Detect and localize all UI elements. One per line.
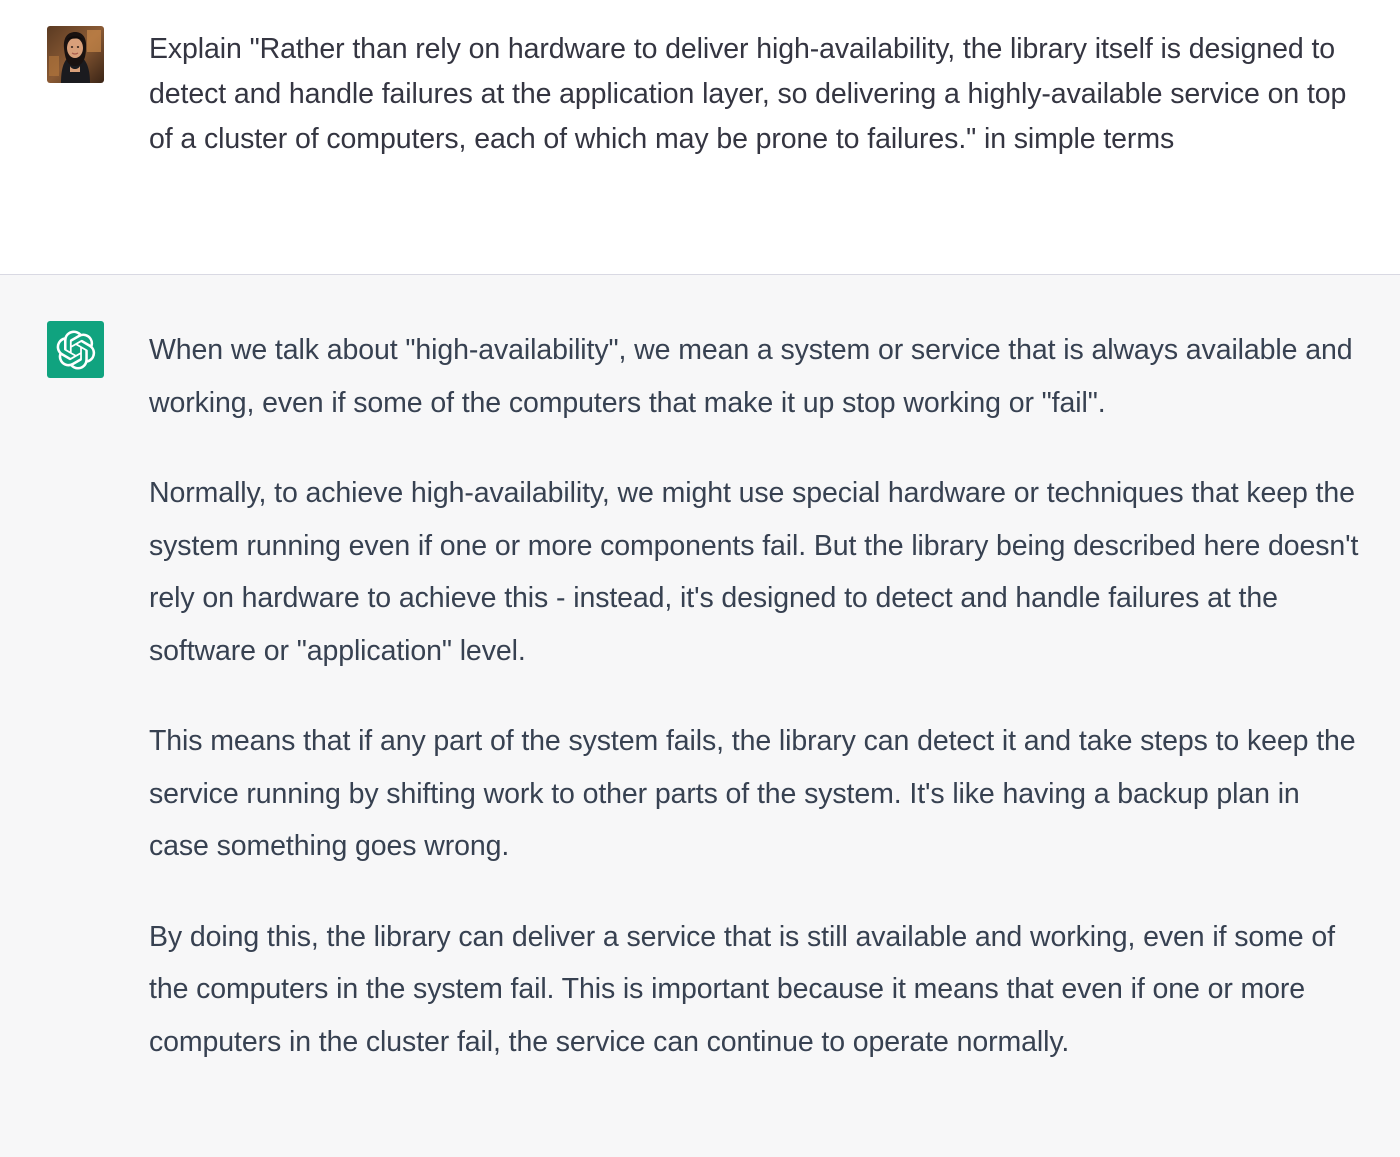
assistant-paragraph: Normally, to achieve high-availability, we might use special hardware or techniques that keep the system running even if one or more components fail. But the library being described here doesn't rely on hardware to achieve this - instead, it's designed to detect and handle failures at the software or "application" level. [149,477,1359,667]
assistant-message-body [149,324,1364,1106]
user-message-text: Explain "Rather than rely on hardware to deliver high-availability, the library itself is designed to detect and handle failures at the application layer, so delivering a highly-available service on top of a cluster of computers, each of which may be prone to failures." in simple terms [149,33,1347,155]
assistant-paragraph: By doing this, the library can deliver a service that is still available and working, even if some of the computers in the system fail. This is important because it means that even if one or more computers in the cluster fail, the service can continue to operate normally. [149,920,1335,1058]
user-avatar-icon [47,26,104,83]
assistant-avatar [47,321,104,378]
assistant-message [0,275,1400,1157]
assistant-paragraph: This means that if any part of the system fails, the library can detect it and take steps to keep the service running by shifting work to other parts of the system. It's like having a backup plan in case something goes wrong. [149,725,1356,862]
user-photo-avatar-icon [47,26,104,83]
user-message [0,0,1400,275]
openai-logo-icon [56,330,96,370]
assistant-paragraph: When we talk about "high-availability", we mean a system or service that is always available and working, even if some of the computers that make it up stop working or "fail". [149,334,1353,419]
